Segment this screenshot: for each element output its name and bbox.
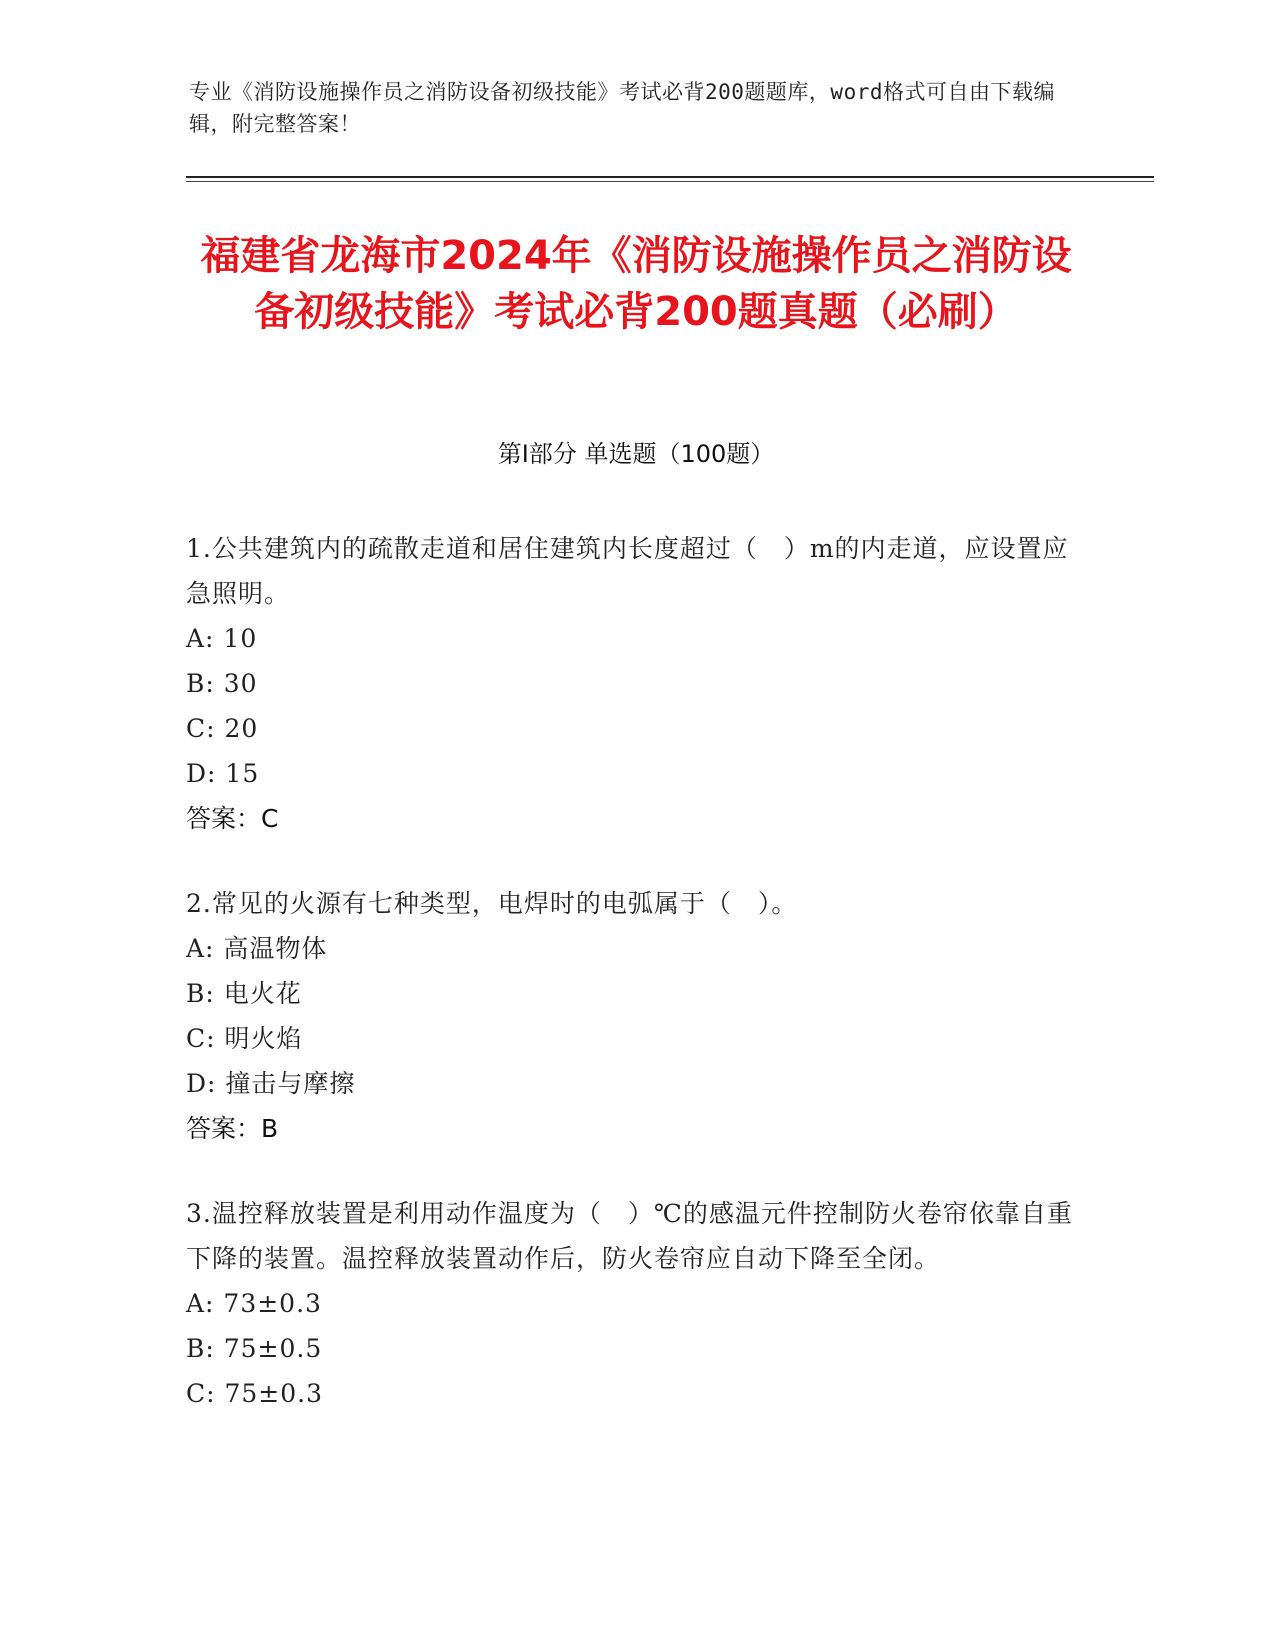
question-2: [186, 881, 1086, 1151]
option-a: A: 73±0.3: [186, 1289, 322, 1318]
option-c: C: 75±0.3: [186, 1379, 324, 1408]
section-title: 第I部分 单选题（100题）: [497, 440, 775, 468]
option-b: B: 75±0.5: [186, 1334, 323, 1363]
question-stem: 1.公共建筑内的疏散走道和居住建筑内长度超过（ ）m的内走道，应设置应急照明。: [186, 534, 1069, 608]
answer-line: 答案：B: [186, 1114, 279, 1143]
question-list: [186, 526, 1086, 1456]
option-c: C: 明火焰: [186, 1024, 303, 1053]
option-d: D: 15: [186, 759, 260, 788]
question-stem: 2.常见的火源有七种类型，电焊时的电弧属于（ ）。: [186, 889, 798, 918]
question-3: [186, 1191, 1086, 1416]
option-b: B: 30: [186, 669, 258, 698]
question-1: [186, 526, 1086, 841]
answer-line: 答案：C: [186, 804, 279, 833]
header-rule-thick: [186, 176, 1154, 178]
option-c: C: 20: [186, 714, 259, 743]
option-a: A: 高温物体: [186, 934, 328, 963]
header-note: 专业《消防设施操作员之消防设备初级技能》考试必背200题题库，word格式可自由下载编辑，附完整答案！: [189, 80, 1055, 136]
header-rule-thin: [186, 181, 1154, 182]
option-a: A: 10: [186, 624, 258, 653]
option-b: B: 电火花: [186, 979, 302, 1008]
option-d: D: 撞击与摩擦: [186, 1069, 356, 1098]
document-title: 福建省龙海市2024年《消防设施操作员之消防设备初级技能》考试必背200题真题（必刷）: [200, 233, 1072, 335]
question-stem: 3.温控释放装置是利用动作温度为（ ）℃的感温元件控制防火卷帘依靠自重下降的装置。温控释放装置动作后，防火卷帘应自动下降至全闭。: [186, 1199, 1073, 1273]
